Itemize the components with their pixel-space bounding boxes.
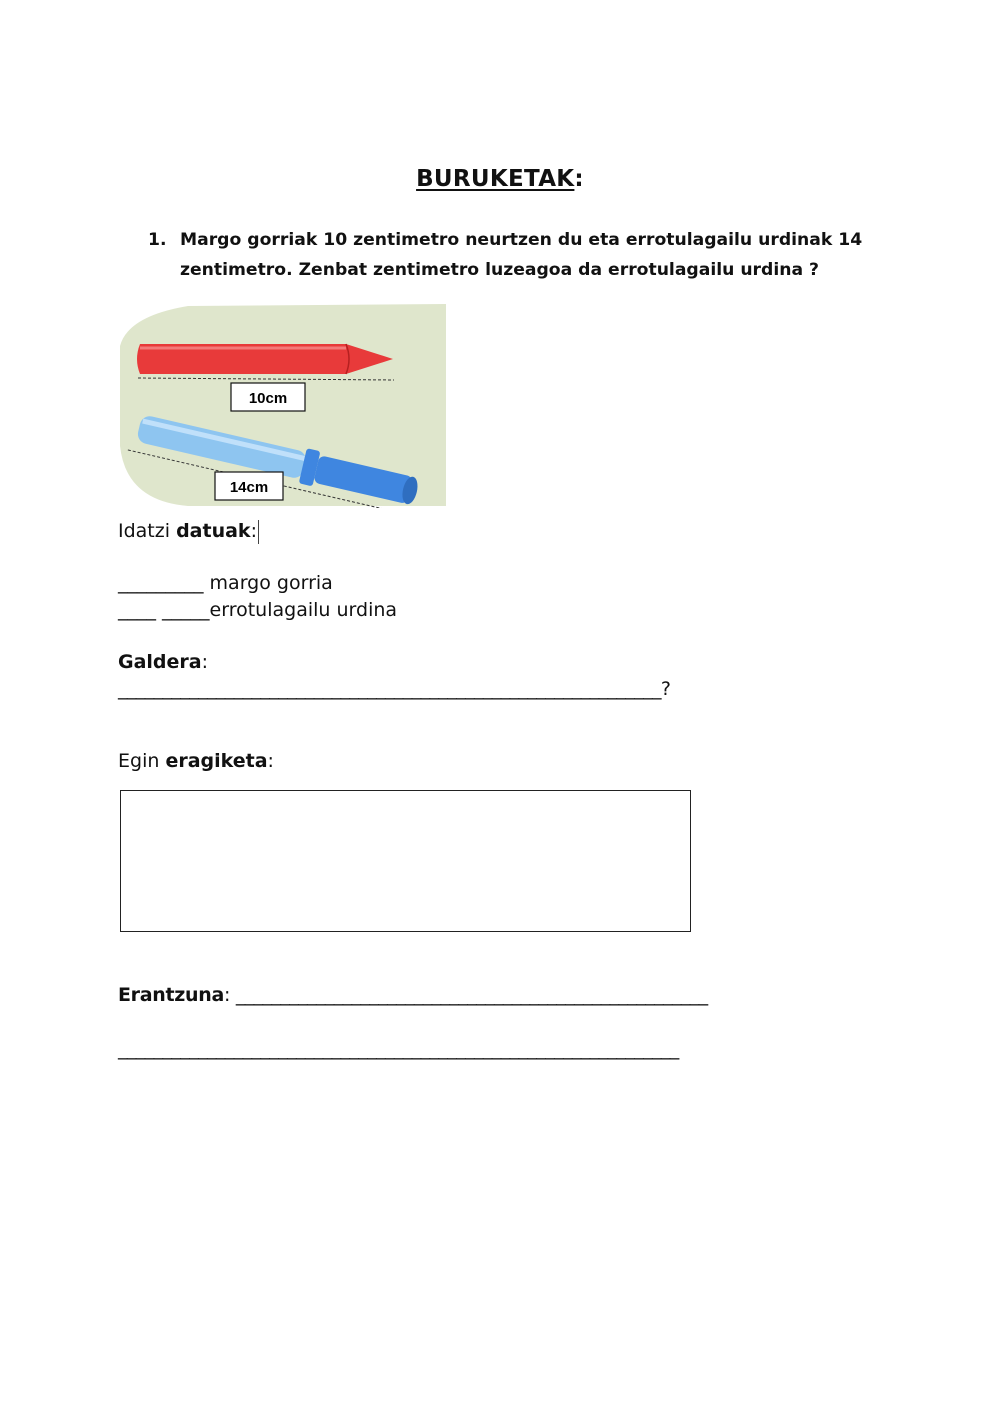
erantzuna-label [118,983,708,1007]
red-label: 10cm [248,390,288,407]
datuak-label [118,519,259,544]
title-colon: : [574,166,584,192]
pencil-marker-figure [118,296,448,508]
eragiketa-prefix: Egin [118,750,166,772]
eragiketa-bold: eragiketa [165,750,268,772]
data-line-blue[interactable] [118,598,397,622]
erantzuna-answer-line-2[interactable]: _______________________________________________________________ [118,1038,679,1060]
title-text: BURUKETAK [416,166,575,192]
figure-illustration [118,296,448,508]
operation-box[interactable] [120,790,691,932]
problem-1 [148,225,878,285]
datuak-suffix: : [250,520,257,542]
data-line-red[interactable] [118,571,333,595]
data-line-text: margo gorria [209,572,333,594]
erantzuna-bold: Erantzuna [118,984,225,1006]
erantzuna-answer-line[interactable]: _____________________________________________________ [235,984,708,1006]
datuak-bold: datuak [176,520,251,542]
galdera-label [118,650,208,674]
galdera-suffix: : [201,651,209,673]
text-cursor [258,520,259,544]
blue-label: 14cm [229,479,269,496]
page-title [0,166,1000,192]
blank-line[interactable]: _________ [118,572,210,594]
datuak-prefix: Idatzi [118,520,177,542]
eragiketa-label [118,749,274,773]
erantzuna-suffix: : [224,984,236,1006]
problem-line-1: Margo gorriak 10 zentimetro neurtzen du eta errotulagailu urdinak 14 [180,230,863,250]
eragiketa-suffix: : [267,750,274,772]
data-line-text: errotulagailu urdina [209,599,398,621]
problem-number: 1. [148,230,167,250]
galdera-bold: Galdera [118,651,202,673]
problem-line-2: zentimetro. Zenbat zentimetro luzeagoa da errotulagailu urdina ? [180,260,820,280]
blank-line[interactable]: ____ _____ [118,599,210,621]
galdera-answer-line[interactable]: _____________________________________________________________? [118,678,671,700]
